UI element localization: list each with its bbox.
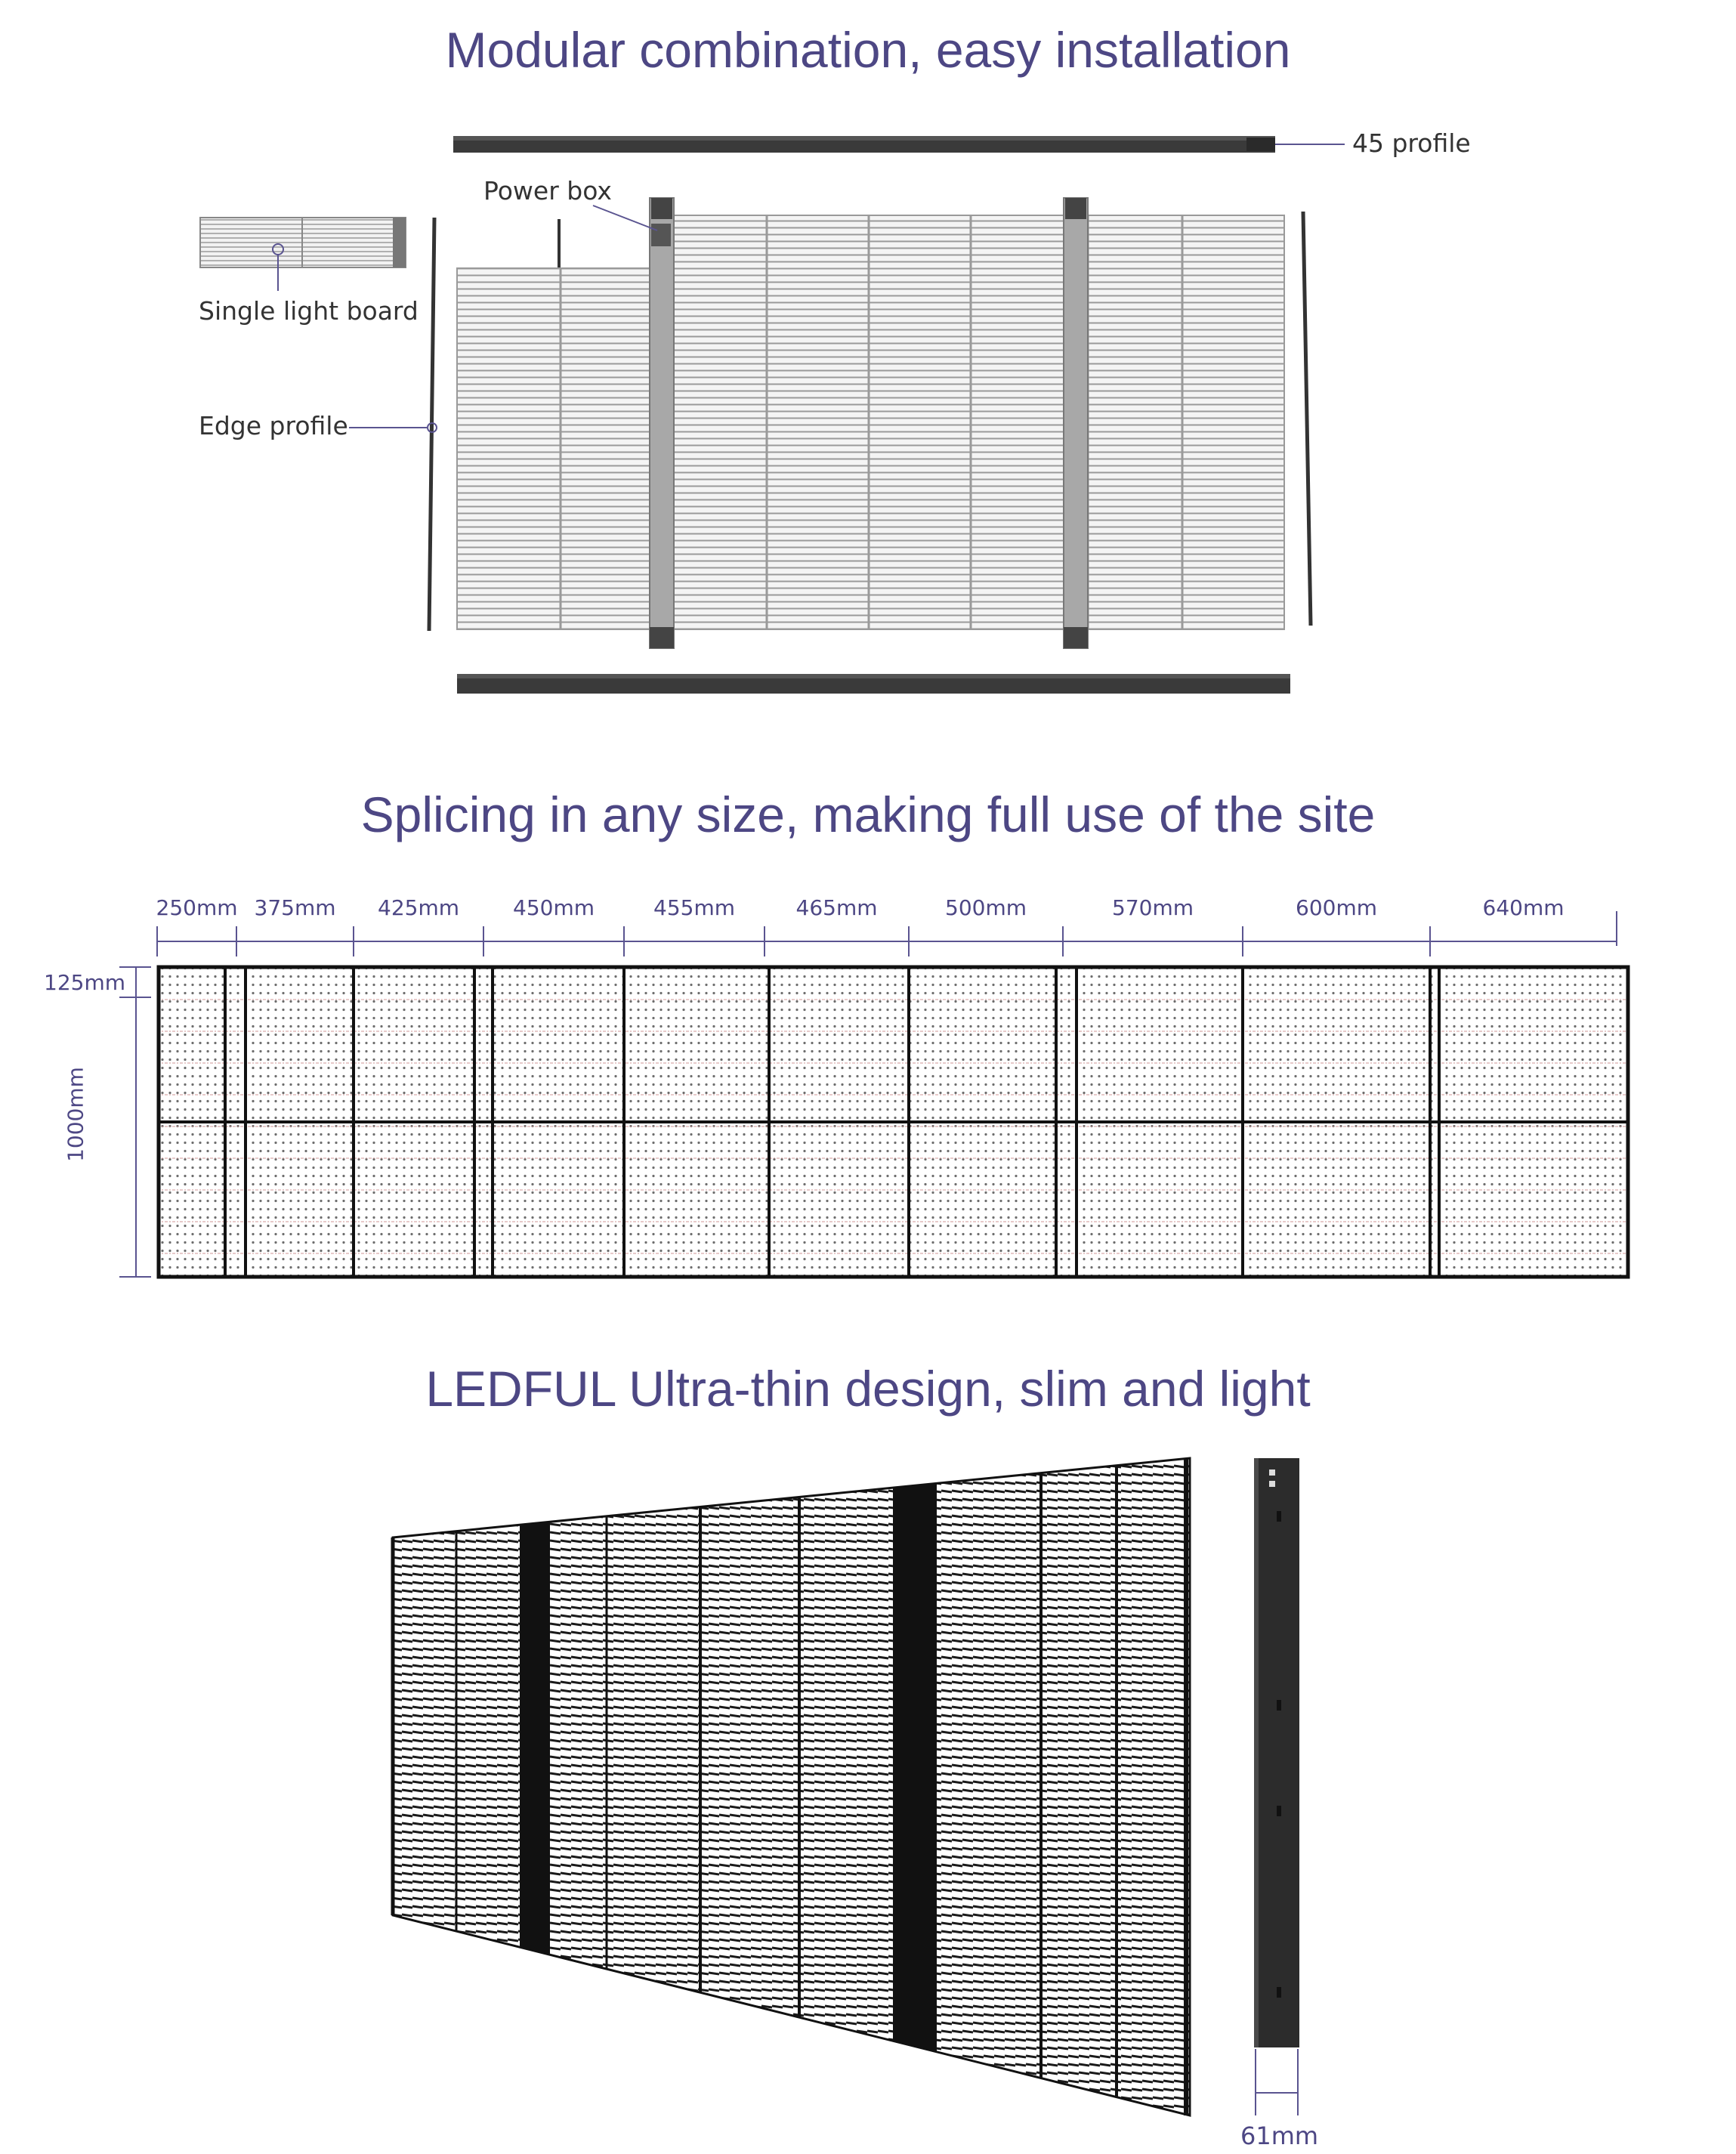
width-label: 455mm: [653, 895, 735, 920]
single-light-board-label: Single light board: [199, 296, 419, 326]
profile45-label: 45 profile: [1352, 128, 1471, 158]
width-label: 600mm: [1296, 895, 1377, 920]
edge-profile-label: Edge profile: [199, 411, 348, 440]
width-label: 450mm: [513, 895, 595, 920]
width-label: 425mm: [378, 895, 459, 920]
thickness-label: 61mm: [1240, 2122, 1319, 2150]
section3-title: LEDFUL Ultra-thin design, slim and light: [425, 1361, 1311, 1417]
height-small-label: 125mm: [44, 970, 125, 995]
width-label: 570mm: [1112, 895, 1194, 920]
section1-title: Modular combination, easy installation: [445, 22, 1291, 78]
width-label: 375mm: [254, 895, 336, 920]
side-profile-bar: [1254, 1458, 1299, 2047]
slim-led-curtain: [393, 1435, 1190, 2115]
width-label: 640mm: [1482, 895, 1565, 920]
width-label: 500mm: [945, 895, 1027, 920]
power-box-label: Power box: [483, 176, 612, 206]
section2-title: Splicing in any size, making full use of the site: [360, 787, 1376, 842]
height-total-label: 1000mm: [63, 1067, 88, 1162]
width-label: 250mm: [156, 895, 238, 920]
width-label: 465mm: [795, 895, 878, 920]
